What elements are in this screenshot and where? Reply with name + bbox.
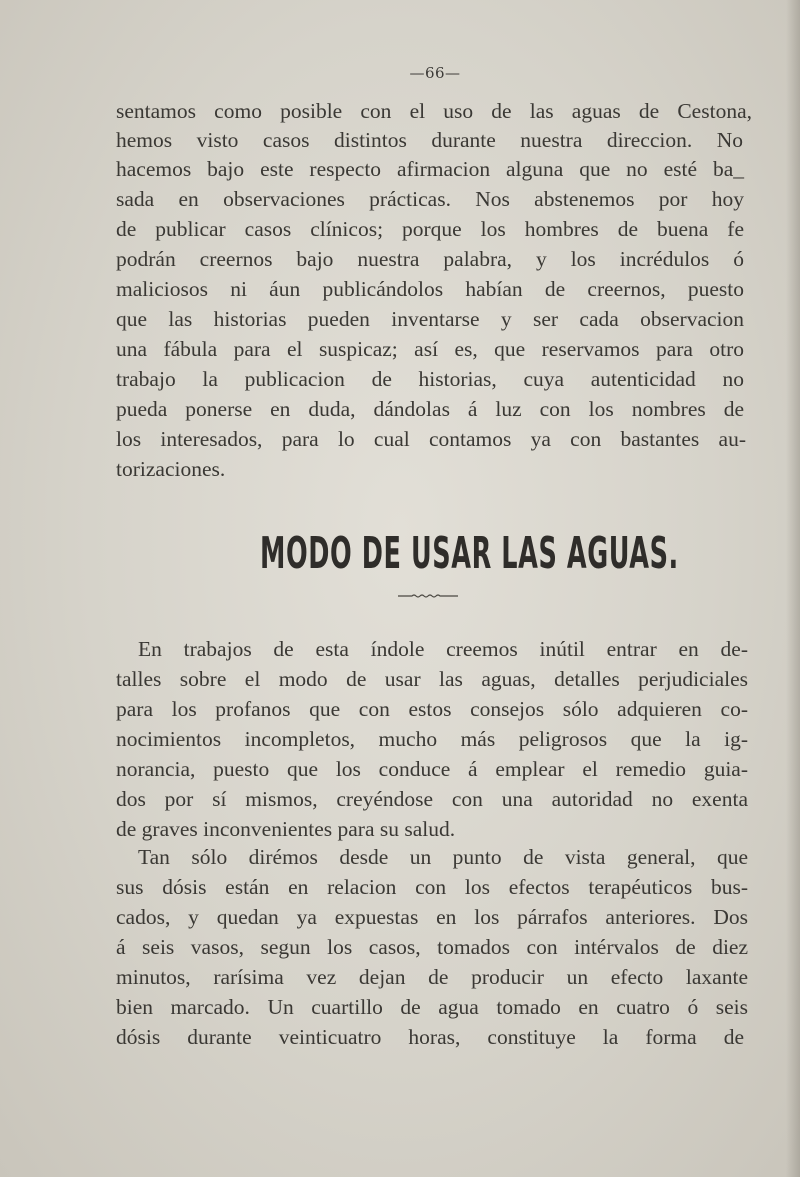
text-line: para los profanos que con estos consejos sólo adquieren co- xyxy=(116,697,748,721)
ornament-divider xyxy=(398,592,458,600)
text-line: cados, y quedan ya expuestas en los párrafos anteriores. Dos xyxy=(116,905,748,929)
text-line: minutos, rarísima vez dejan de producir un efecto laxante xyxy=(116,965,748,989)
text-line: nocimientos incompletos, mucho más peligrosos que la ig- xyxy=(116,727,748,751)
text-line: á seis vasos, segun los casos, tomados con intérvalos de diez xyxy=(116,935,748,959)
section-heading: MODO DE USAR LAS AGUAS. xyxy=(260,528,679,579)
text-line: podrán creernos bajo nuestra palabra, y los incrédulos ó xyxy=(116,247,744,271)
text-line: Tan sólo dirémos desde un punto de vista general, que xyxy=(138,845,748,869)
text-line: hemos visto casos distintos durante nuestra direccion. No xyxy=(116,128,743,152)
text-line: talles sobre el modo de usar las aguas, detalles perjudiciales xyxy=(116,667,748,691)
text-line: En trabajos de esta índole creemos inútil entrar en de- xyxy=(138,637,748,661)
text-line: dos por sí mismos, creyéndose con una autoridad no exenta xyxy=(116,787,748,811)
text-line: hacemos bajo este respecto afirmacion alguna que no esté ba_ xyxy=(116,157,744,181)
text-line: una fábula para el suspicaz; así es, que reservamos para otro xyxy=(116,337,744,361)
text-line: sada en observaciones prácticas. Nos abstenemos por hoy xyxy=(116,187,744,211)
text-line: que las historias pueden inventarse y ser cada observacion xyxy=(116,307,744,331)
text-line: de graves inconvenientes para su salud. xyxy=(116,817,456,841)
text-line: de publicar casos clínicos; porque los hombres de buena fe xyxy=(116,217,744,241)
text-line: maliciosos ni áun publicándolos habían de creernos, puesto xyxy=(116,277,744,301)
text-line: trabajo la publicacion de historias, cuya autenticidad no xyxy=(116,367,744,391)
page-number: —66— xyxy=(409,64,461,82)
text-line: pueda ponerse en duda, dándolas á luz con los nombres de xyxy=(116,397,744,421)
text-line: sus dósis están en relacion con los efectos terapéuticos bus- xyxy=(116,875,748,899)
text-line: dósis durante veinticuatro horas, constituye la forma de xyxy=(116,1025,744,1049)
page-edge-shadow xyxy=(786,0,800,1177)
text-line: los interesados, para lo cual contamos ya con bastantes au- xyxy=(116,427,746,451)
text-line: torizaciones. xyxy=(116,457,226,481)
text-line: bien marcado. Un cuartillo de agua tomado en cuatro ó seis xyxy=(116,995,748,1019)
text-line: norancia, puesto que los conduce á emplear el remedio guia- xyxy=(116,757,748,781)
text-line: sentamos como posible con el uso de las aguas de Cestona, xyxy=(116,99,752,123)
